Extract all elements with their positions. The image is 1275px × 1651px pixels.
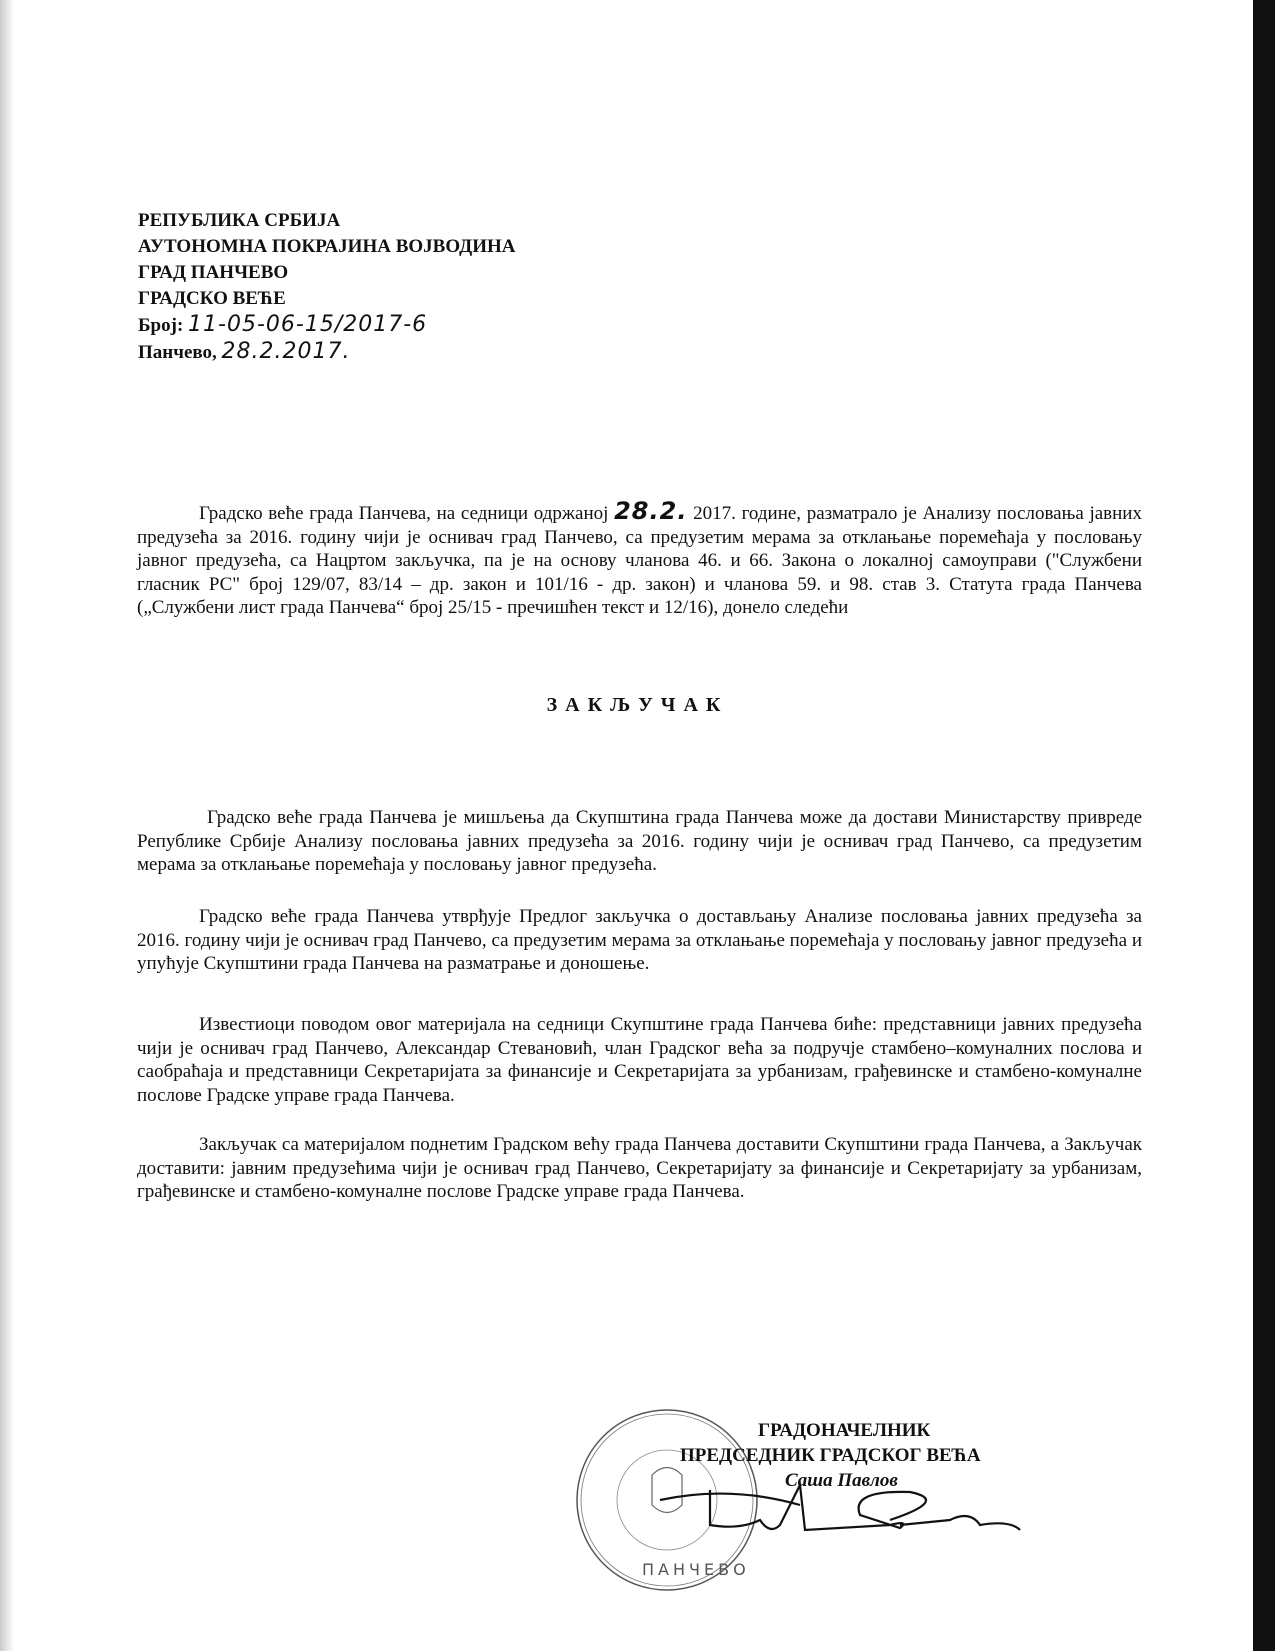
signatory-title-mayor: ГРАДОНАЧЕЛНИК (758, 1420, 931, 1441)
intro-date-handwritten: 28.2. (614, 497, 688, 525)
place-label: Панчево, (138, 342, 217, 363)
header-province: АУТОНОМНА ПОКРАЈИНА ВОЈВОДИНА (138, 236, 516, 257)
number-label: Број: (138, 315, 184, 336)
scan-edge-left (0, 0, 14, 1651)
paragraph-2 (137, 905, 1142, 976)
intro-paragraph (137, 497, 1142, 620)
document-header (138, 208, 516, 366)
header-place-date (138, 339, 516, 366)
paragraph-1 (137, 806, 1142, 877)
signatory-name: Саша Павлов (785, 1470, 898, 1491)
svg-text:ПАНЧЕВО: ПАНЧЕВО (642, 1560, 750, 1579)
header-city: ГРАД ПАНЧЕВО (138, 262, 289, 283)
header-republic: РЕПУБЛИКА СРБИЈА (138, 210, 341, 231)
date-handwritten: 28.2.2017. (221, 339, 351, 364)
paragraph-3 (137, 1013, 1142, 1107)
number-value-handwritten: 11-05-06-15/2017-6 (188, 312, 428, 337)
paragraph-text: Известиоци поводом овог материјала на седници Скупштине града Панчева биће: представници јавних предузећа чији је оснивач град Панчево, Александар Стевановић, члан Градског већа за подручје стамбено–комуналних послова и саобраћаја и представници Секретаријата за финансије и Секретаријата за урбанизам, грађевинске и стамбено-комуналне послове Градске управе града Панчева. (137, 1014, 1142, 1106)
header-number (138, 312, 516, 339)
document-title: ЗАКЉУЧАК (546, 694, 729, 716)
paragraph-text: Градско веће града Панчева утврђује Предлог закључка о достављању Анализе пословања јавних предузећа за 2016. годину чији је оснивач град Панчево, са предузетим мерама за отклањање поремећаја у пословању јавног предузећа и упућује Скупштини града Панчева на разматрање и доношење. (137, 906, 1142, 974)
scan-edge-right (1253, 0, 1275, 1651)
signatory-title-president: ПРЕДСЕДНИК ГРАДСКОГ ВЕЋА (680, 1445, 981, 1466)
intro-text-2: 2017. године, разматрало је Анализу пословања јавних предузећа за 2016. годину чији је оснивач град Панчево, са предузетим мерама за отклањање поремећаја у пословању јавног предузећа, са Нацртом закључка, па је на основу чланова 46. и 66. Закона о локалној самоуправи ("Службени гласник РС" број 129/07, 83/14 – др. закон и 101/16 - др. закон) и чланова 59. и 98. став 3. Статута града Панчева („Службени лист града Панчева“ број 25/15 - пречишћен текст и 12/16), донело следећи (137, 503, 1142, 618)
intro-text-1: Градско веће града Панчева, на седници одржаној (199, 503, 615, 524)
header-council: ГРАДСКО ВЕЋЕ (138, 288, 286, 309)
paragraph-text: Градско веће града Панчева је мишљења да Скупштина града Панчева може да достави Министарству привреде Републике Србије Анализу пословања јавних предузећа за 2016. годину чији је оснивач град Панчево, са предузетим мерама за отклањање поремећаја у пословању јавног предузећа. (137, 807, 1142, 875)
paragraph-4 (137, 1133, 1142, 1204)
handwritten-signature (650, 1480, 1080, 1550)
paragraph-text: Закључак са материјалом поднетим Градском већу града Панчева доставити Скупштини града Панчева, а Закључак доставити: јавним предузећима чији је оснивач град Панчево, Секретаријату за финансије и Секретаријату за урбанизам, грађевинске и стамбено-комуналне послове Градске управе града Панчева. (137, 1134, 1142, 1202)
